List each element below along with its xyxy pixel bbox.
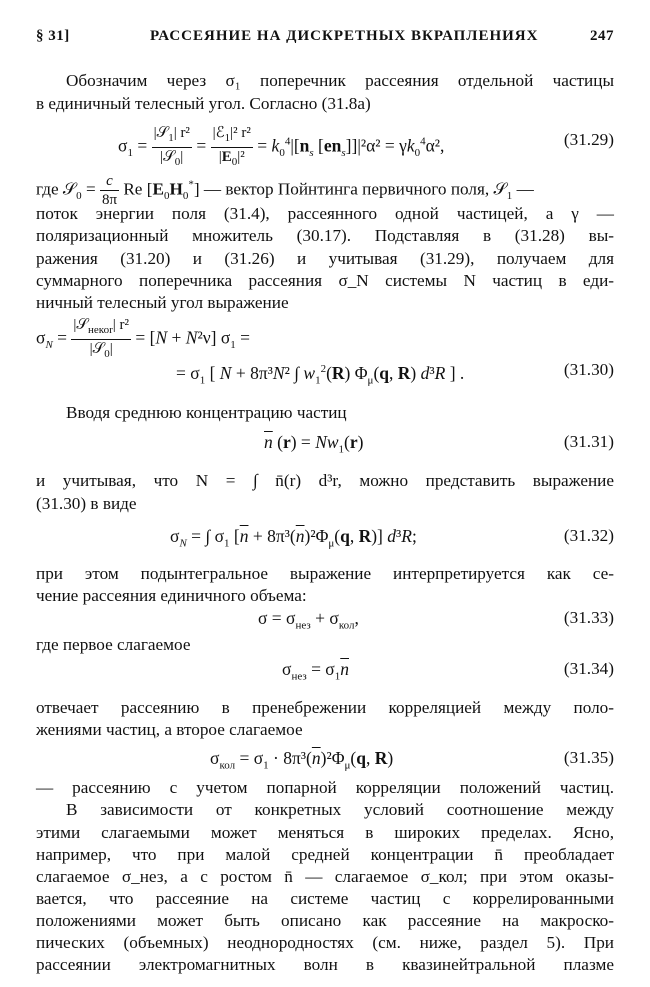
text-line: в единичный телесный угол. Согласно (31.8а)	[36, 94, 371, 113]
text-line: вается, что рассеяние на системе частиц с коррелированными	[36, 889, 614, 908]
text-line: Обозначим через σ₁ поперечник рассеяния отдельной частицы	[66, 71, 614, 90]
text-line: Вводя среднюю концентрацию частиц	[66, 403, 347, 422]
equation-31-31: $\overline{n}$ $(r) = Nw_1(r)$	[264, 432, 364, 456]
equation-31-33: $\sigma = \sigma_{нез} + \sigma_{кол}$,	[258, 608, 359, 632]
text-line: где первое слагаемое	[36, 635, 191, 654]
equation-number: (31.35)	[563, 748, 614, 767]
text-line: чение рассеяния единичного объема:	[36, 586, 307, 605]
text-line: ражения (31.20) и (31.26) и учитывая (31.29), получаем для	[36, 249, 614, 268]
page-number: 247	[590, 28, 614, 44]
equation-number: (31.33)	[563, 608, 614, 627]
text-line: положениями может быть описано как рассеяние на макроско-	[36, 911, 614, 930]
running-title: РАССЕЯНИЕ НА ДИСКРЕТНЫХ ВКРАПЛЕНИЯХ	[150, 28, 539, 44]
text-line: и учитывая, что N = ∫ n̄(r) d³r, можно представить выражение	[36, 471, 614, 490]
text-line: суммарного поперечника рассеяния σ_N системы N частиц в еди-	[36, 271, 614, 290]
text-line: ничный телесный угол выражение	[36, 293, 289, 312]
text-line: — рассеянию с учетом попарной корреляции положений частиц.	[36, 778, 614, 797]
text-line: этими слагаемыми может меняться в широких пределах. Ясно,	[36, 823, 614, 842]
equation-number: (31.34)	[563, 659, 614, 678]
text-line: (31.30) в виде	[36, 494, 137, 513]
equation-number: (31.30)	[563, 360, 614, 379]
text-line: при этом подынтегральное выражение интерпретируется как се-	[36, 564, 614, 583]
text-line: где 𝒮$_0$ = $\frac{c}{8\pi}$ Re $[E_0H_0^*]$ — вектор Пойнтинга первичного поля, 𝒮$_1$ —	[36, 173, 534, 208]
text-line: жениями частиц, а второе слагаемое	[36, 720, 303, 739]
text-line: например, что при малой средней концентрации n̄ преобладает	[36, 845, 614, 864]
text-line: рассеянии электромагнитных волн в квазинейтральной плазме	[36, 955, 614, 974]
equation-31-30-line2: = $\sigma_1$ [ N + 8π³N² ∫ $w_1^2(R)$ $\Phi_\mu(q$, R) d³R ] .	[176, 362, 465, 387]
equation-31-32: $\sigma_N$ = ∫ $\sigma_1$ [$\overline{n} + 8\pi^3(\overline{n})^2\Phi_\mu(q$, R)] d³R;	[170, 526, 417, 550]
equation-number: (31.32)	[563, 526, 614, 545]
text-line: отвечает рассеянию в пренебрежении корреляцией между поло-	[36, 698, 614, 717]
equation-31-29: $\sigma_1$ = $\frac{|𝒮_1| r^2}{|𝒮_0|}$ = $\frac{|ℰ_1|^2 r^2}{|E_0|^2}$ = $k_0^4|[n_s$ $[en_s]]|^2\alpha^2 = \gamma k_0^4\alpha^2$,	[118, 125, 445, 168]
section-number: § 31]	[36, 28, 70, 44]
equation-number: (31.31)	[563, 432, 614, 451]
text-line: поляризационный множитель (30.17). Подставляя в (31.28) вы-	[36, 226, 614, 245]
text-line: В зависимости от конкретных условий соотношение между	[66, 800, 614, 819]
equation-31-35: $\sigma_{кол} = \sigma_1 \cdot 8\pi^3(\overline{n})^2\Phi_\mu(q$, R)	[210, 748, 394, 772]
equation-31-30-line1: $\sigma_N$ = $\frac{|𝒮_{некоr}| r^2}{|𝒮_0|}$ = [N + N²ν] $\sigma_1$ =	[36, 317, 250, 360]
equation-number: (31.29)	[563, 130, 614, 149]
text-line: поток энергии поля (31.4), рассеянного одной частицей, а γ —	[36, 204, 614, 223]
equation-31-34: $\sigma_{нез} = \sigma_1\overline{n}$	[282, 659, 349, 683]
text-line: пических (объемных) неоднородностях (см. ниже, раздел 5). При	[36, 933, 614, 952]
text-line: слагаемое σ_нез, а с ростом n̄ — слагаемое σ_кол; при этом оказы-	[36, 867, 614, 886]
